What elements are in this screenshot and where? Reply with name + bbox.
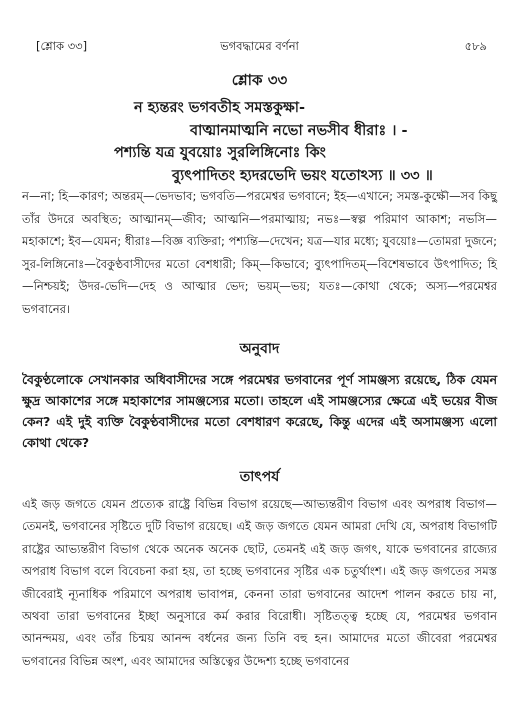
purport-heading: তাৎপর্য <box>239 469 280 485</box>
translation-text: বৈকুণ্ঠলোকে সেখানকার অধিবাসীদের সঙ্গে পরমেশ্বর ভগবানের পূর্ণ সামঞ্জস্য রয়েছে, ঠিক যেমন ক্ষুদ্র আকাশের সঙ্গে মহাকাশের সামঞ্জস্যের মতো। তাহলে এই সামঞ্জস্যের ক্ষেত্রে এই ভয়ের বীজ কেন? এই দুই ব্যক্তি বৈকুণ্ঠবাসীদের মতো বেশধারণ করেছে, কিন্তু এদের এই অসামঞ্জস্য এলো কোথা থেকে? <box>22 372 497 450</box>
purport-text: এই জড় জগতে যেমন প্রত্যেক রাষ্ট্রে বিভিন্ন বিভাগ রয়েছে—আভ্যন্তরীণ বিভাগ এবং অপরাধ বিভাগ—তেমনই, ভগবানের সৃষ্টিতে দুটি বিভাগ রয়েছে। এই জড় জগতে যেমন আমরা দেখি যে, অপরাধ বিভাগটি রাষ্ট্রের আভ্যন্তরীণ বিভাগ থেকে অনেক অনেক ছোট, তেমনই এই জড় জগৎ, যাকে ভগবানের রাজ্যের অপরাধ বিভাগ বলে বিবেচনা করা হয়, তা হচ্ছে ভগবানের সৃষ্টির এক চতুর্থাংশ। এই জড় জগতের সমস্ত জীবেরাই ন্যূনাধিক পরিমাণে অপরাধ ভাবাপন্ন, কেননা তারা ভগবানের আদেশ পালন করতে চায় না, অথবা তারা ভগবানের ইচ্ছা অনুসারে কর্ম করার বিরোধী। সৃষ্টিতত্ত্ব হচ্ছে যে, পরমেশ্বর ভগবান আনন্দময়, এবং তাঁর চিন্ময় আনন্দ বর্ধনের জন্য তিনি বহু হন। আমাদের মতো জীবেরা পরমেশ্বর ভগবানের বিভিন্ন অংশ, এবং আমাদের অস্তিত্বের উদ্দেশ্য হচ্ছে ভগবানের <box>22 497 497 668</box>
running-header <box>22 38 497 56</box>
verse-title: শ্লোক ৩৩ <box>231 71 288 89</box>
word-meanings: ন—না; হি—কারণ; অন্তরম্—ভেদভাব; ভগবতি—পরমেশ্বর ভগবানে; ইহ—এখানে; সমস্ত-কুক্ষৌ—সব কিছু তাঁর উদরে অবস্থিত; আত্মানম্—জীব; আত্মনি—পরমাত্মায়; নভঃ—স্বল্প পরিমাণ আকাশ; নভসি—মহাকাশে; ইব—যেমন; ধীরাঃ—বিজ্ঞ ব্যক্তিরা; পশ্যন্তি—দেখেন; যত্র—যার মধ্যে; যুবয়োঃ—তোমরা দুজনে; সুর-লিঙ্গিনোঃ—বৈকুণ্ঠবাসীদের মতো বেশধারী; কিম্—কিভাবে; ব্যুৎপাদিতম্—বিশেষভাবে উৎপাদিত; হি—নিশ্চয়ই; উদর-ভেদি—দেহ ও আত্মার ভেদ; ভয়ম্—ভয়; যতঃ—কোথা থেকে; অস্য—পরমেশ্বর ভগবানের। <box>22 189 497 316</box>
sanskrit-verse <box>22 69 497 187</box>
verse-line: বাত্মানমাত্মনি নভো নভসীব ধীরাঃ । - <box>190 122 408 139</box>
chapter-title: ভগবদ্ধামের বর্ণনা <box>220 39 299 53</box>
page-number: ৫৮৯ <box>464 39 487 53</box>
verse-reference: [শ্লোক ৩৩] <box>36 39 88 53</box>
verse-line: ন হ্যন্তরং ভগবতীহ সমস্তকুক্ষা- <box>134 100 306 116</box>
translation-heading: অনুবাদ <box>239 341 280 357</box>
verse-line: পশ্যন্তি যত্র যুবয়োঃ সুরলিঙ্গিনোঃ কিং <box>114 145 326 161</box>
verse-line: ব্যুৎপাদিতং হ্যদরভেদি ভয়ং যতোঽস্য ॥ ৩৩ ॥ <box>172 167 433 184</box>
